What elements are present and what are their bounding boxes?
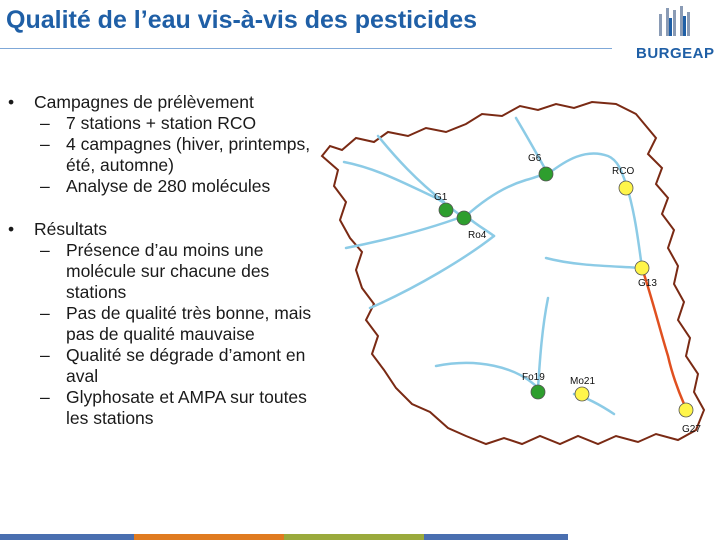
footer-segment — [134, 534, 284, 540]
station-label-g13: G13 — [638, 278, 657, 289]
footer-segment — [424, 534, 568, 540]
bullet-icon: • — [8, 219, 15, 239]
bullet-text: Analyse de 280 molécules — [66, 176, 271, 196]
footer-segment — [284, 534, 424, 540]
bullet-item-level2 — [0, 303, 330, 345]
bullet-item-level2 — [0, 345, 330, 387]
bullet-item-level2 — [0, 134, 330, 176]
bullet-item-level2 — [0, 240, 330, 303]
station-label-g1: G1 — [434, 192, 448, 203]
dash-icon: – — [40, 240, 50, 260]
dash-icon: – — [40, 345, 50, 365]
station-marker-g13 — [635, 261, 649, 275]
footer-segment — [0, 534, 134, 540]
station-label-g6: G6 — [528, 153, 542, 164]
bullet-text: 4 campagnes (hiver, printemps, été, automne) — [66, 134, 311, 175]
bullet-content — [0, 92, 330, 451]
bullet-heading: Résultats — [34, 219, 107, 239]
dash-icon: – — [40, 387, 50, 407]
title-divider — [0, 48, 612, 49]
station-label-mo21: Mo21 — [570, 376, 596, 387]
bullet-heading: Campagnes de prélèvement — [34, 92, 254, 112]
logo-text: BURGEAP — [636, 45, 715, 62]
station-label-rco: RCO — [612, 166, 635, 177]
bullet-item-level2 — [0, 387, 330, 429]
section-resultats — [0, 219, 330, 429]
bullet-item-level1 — [0, 92, 330, 113]
bullet-item-level1 — [0, 219, 330, 240]
station-label-ro4: Ro4 — [468, 230, 487, 241]
station-marker-g6 — [539, 167, 553, 181]
dash-icon: – — [40, 176, 50, 196]
dash-icon: – — [40, 303, 50, 323]
station-label-g27: G27 — [682, 424, 701, 435]
station-layer — [434, 153, 701, 435]
bullet-item-level2 — [0, 113, 330, 134]
bullet-text: Pas de qualité très bonne, mais pas de qualité mauvaise — [66, 303, 312, 344]
bullet-item-level2 — [0, 176, 330, 197]
station-marker-mo21 — [575, 387, 589, 401]
bullet-text: Qualité se dégrade d’amont en aval — [66, 345, 306, 386]
slide-title: Qualité de l’eau vis-à-vis des pesticides — [6, 6, 478, 34]
dash-icon: – — [40, 113, 50, 133]
station-marker-g27 — [679, 403, 693, 417]
bullet-icon: • — [8, 92, 15, 112]
station-marker-fo19 — [531, 385, 545, 399]
station-marker-rco — [619, 181, 633, 195]
bullet-text: Glyphosate et AMPA sur toutes les stations — [66, 387, 307, 428]
station-marker-g1 — [439, 203, 453, 217]
station-marker-ro4 — [457, 211, 471, 225]
bullet-text: Présence d’au moins une molécule sur chacune des stations — [66, 240, 270, 302]
footer-color-bar — [0, 534, 720, 540]
dash-icon: – — [40, 134, 50, 154]
station-label-fo19: Fo19 — [522, 372, 545, 383]
bullet-text: 7 stations + station RCO — [66, 113, 257, 133]
river-network — [344, 118, 642, 414]
watershed-map — [316, 98, 718, 454]
section-campagnes — [0, 92, 330, 197]
